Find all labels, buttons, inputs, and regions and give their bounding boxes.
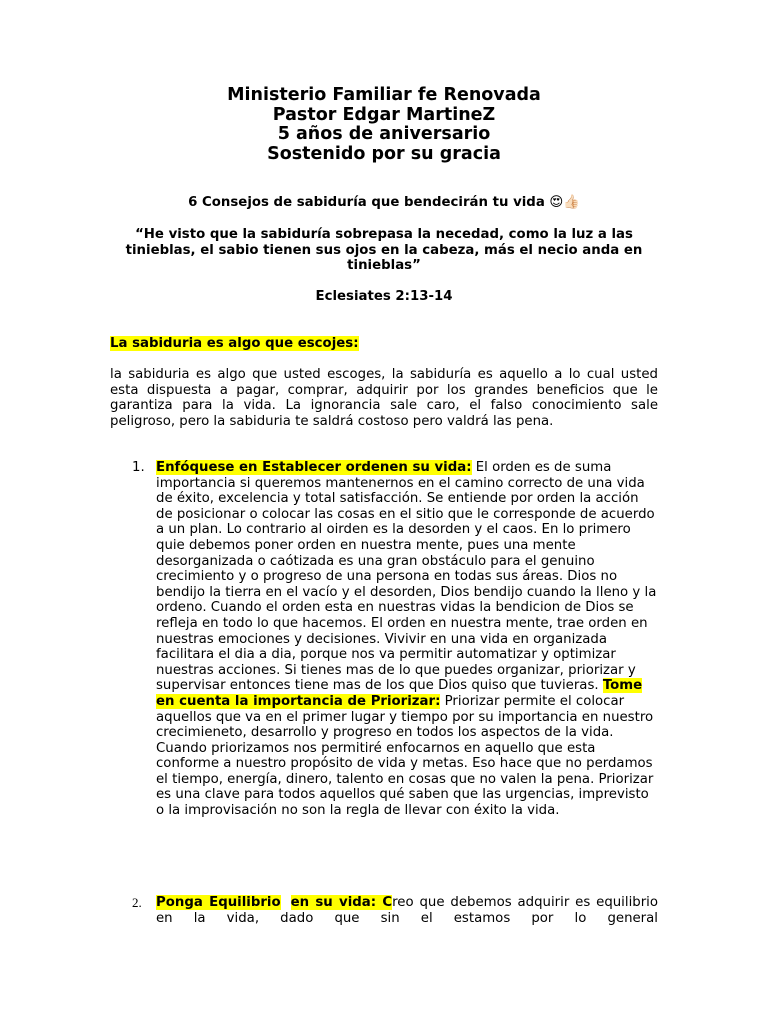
list-item-order bbox=[156, 460, 658, 819]
list-item-title: Enfóquese en Establecer ordenen su vida: bbox=[156, 460, 472, 475]
section-heading-text: La sabiduria es algo que escojes: bbox=[110, 336, 359, 351]
header-pastor-name: Pastor Edgar MartineZ bbox=[272, 104, 496, 125]
list-item-title-part1: Ponga Equilibrio bbox=[156, 895, 281, 910]
list-item-body: reo que debemos adquirir es equilibrio en la vida, dado que sin el estamos por lo general bbox=[156, 895, 659, 926]
document-subtitle: 6 Consejos de sabiduría que bendecirán tu vida 😍👍🏻 bbox=[188, 195, 580, 210]
header-anniversary: 5 años de aniversario bbox=[277, 124, 491, 145]
list-item-number: 1. bbox=[132, 460, 145, 475]
header-ministry-name: Ministerio Familiar fe Renovada bbox=[227, 85, 541, 105]
list-item-subtitle-priorizar: Tome en cuenta la importancia de Priorizar: bbox=[156, 678, 643, 709]
scripture-quote: “He visto que la sabiduría sobrepasa la necedad, como la luz a las tinieblas, el sabio tienen sus ojos en la cabeza, más el necio anda en tinieblas” bbox=[125, 227, 643, 274]
section-intro-paragraph: la sabiduria es algo que usted escoges, la sabiduría es aquello a lo cual usted esta dispuesta a pagar, comprar, adquirir por los grandes beneficios que le garantiza para la vida. La ignorancia sale caro, el falso conocimiento sale peligroso, pero la sabiduria te saldrá costoso pero valdrá las pena. bbox=[110, 367, 658, 429]
section-heading bbox=[110, 336, 359, 352]
list-item-body: El orden es de suma importancia si queremos mantenernos en el camino correcto de una vida de éxito, excelencia y total satisfacción. Se entiende por orden la acción de posicionar o colocar las cosas en el sitio que le corresponde de acuerdo a un plan. Lo contrario al oirden es la desorden y el caos. En lo primero quie debemos poner orden en nuestra mente, pues una mente desorganizada o caótizada es una gran obstáculo para el genuino crecimiento y o progreso de una persona en todas sus áreas. Dios no bendijo la tierra en el vacío y el desorden, Dios bendijo cuando la lleno y la ordeno. Cuando el orden esta en nuestras vidas la bendicion de Dios se refleja en todo lo que hacemos. El orden en nuestra mente, trae orden en nuestras emociones y decisiones. Vivivir en una vida en organizada facilitara el dia a dia, porque nos va permitir automatizar y optimizar nuestras acciones. Si tienes mas de lo que puedes organizar, priorizar y supervisar entonces tiene mas de los que Dios quiso que tuvieras. bbox=[156, 460, 657, 694]
list-item-body-priorizar: Priorizar permite el colocar aquellos que va en el primer lugar y tiempo por su importancia en nuestro crecimieneto, desarrollo y progreso en todos los aspectos de la vida. Cuando priorizamos nos permitiré enfocarnos en aquello que esta conforme a nuestro propósito de vida y metas. Eso hace que no perdamos el tiempo, energía, dinero, talento en cosas que no valen la pena. Priorizar es una clave para todos aquellos qué saben que las urgencias, imprevisto o la improvisación no son la regla de llevar con éxito la vida. bbox=[156, 693, 654, 819]
document-header bbox=[0, 86, 768, 165]
list-item-number: 2. bbox=[132, 895, 142, 910]
header-motto: Sostenido por su gracia bbox=[267, 144, 501, 165]
scripture-reference: Eclesiates 2:13-14 bbox=[315, 289, 453, 304]
list-item-balance bbox=[156, 895, 658, 926]
list-item-title-part2: en su vida: C bbox=[290, 895, 393, 910]
